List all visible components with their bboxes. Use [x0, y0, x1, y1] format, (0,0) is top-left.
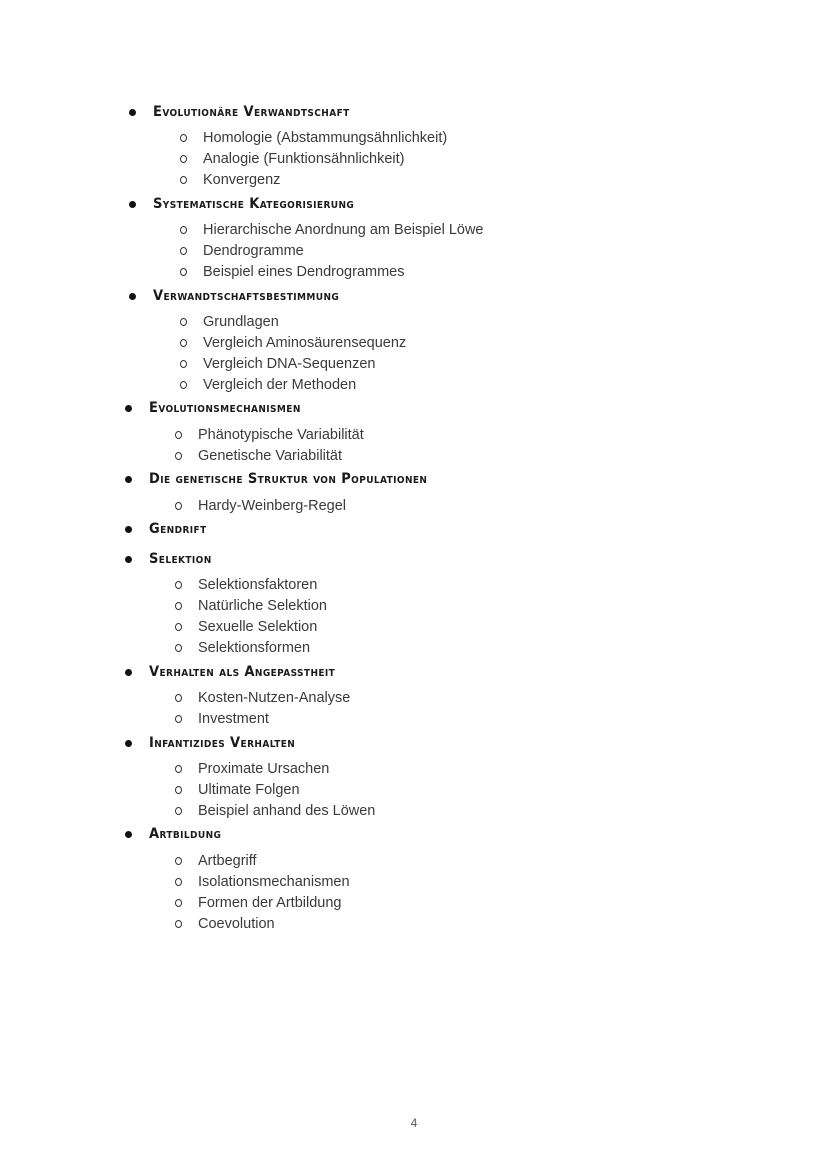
subsection-item: Selektionsformen [198, 640, 311, 656]
sub-bullet-marker [180, 339, 187, 347]
bullet-marker [125, 526, 132, 533]
section-heading: Die genetische Struktur von Populationen [149, 471, 428, 487]
subsection-item: Kosten-Nutzen-Analyse [198, 690, 351, 706]
subsection-item: Genetische Variabilität [198, 448, 343, 464]
sub-bullet-marker [175, 857, 182, 865]
bullet-marker [129, 109, 136, 116]
sub-bullet-marker [175, 765, 182, 773]
sub-bullet-marker [180, 247, 187, 255]
bullet-marker [125, 669, 132, 676]
bullet-marker [129, 293, 136, 300]
section-heading: Artbildung [149, 826, 222, 842]
subsection-item: Phänotypische Variabilität [198, 427, 364, 443]
sub-bullet-marker [180, 360, 187, 368]
subsection-item: Hierarchische Anordnung am Beispiel Löwe [203, 222, 484, 238]
bullet-marker [125, 831, 132, 838]
sub-bullet-marker [175, 715, 182, 723]
subsection-item: Selektionsfaktoren [198, 577, 318, 593]
sub-bullet-marker [175, 581, 182, 589]
bullet-marker [125, 476, 132, 483]
subsection-item: Analogie (Funktionsähnlichkeit) [203, 151, 405, 167]
subsection-item: Beispiel eines Dendrogrammes [203, 264, 405, 280]
subsection-item: Konvergenz [203, 172, 281, 188]
sub-bullet-marker [175, 694, 182, 702]
bullet-marker [129, 201, 136, 208]
section-heading: Selektion [149, 551, 212, 567]
sub-bullet-marker [175, 644, 182, 652]
sub-bullet-marker [175, 502, 182, 510]
bullet-marker [125, 556, 132, 563]
sub-bullet-marker [180, 318, 187, 326]
bullet-marker [125, 740, 132, 747]
section-heading: Evolutionäre Verwandtschaft [153, 104, 350, 120]
sub-bullet-marker [175, 623, 182, 631]
section-heading: Infantizides Verhalten [149, 735, 296, 751]
subsection-item: Natürliche Selektion [198, 598, 327, 614]
subsection-item: Coevolution [198, 916, 275, 932]
section-heading: Verhalten als Angepasstheit [149, 664, 336, 680]
subsection-item: Formen der Artbildung [198, 895, 342, 911]
sub-bullet-marker [175, 786, 182, 794]
subsection-item: Investment [198, 711, 269, 727]
subsection-item: Grundlagen [203, 314, 279, 330]
bullet-marker [125, 405, 132, 412]
sub-bullet-marker [175, 431, 182, 439]
subsection-item: Vergleich DNA-Sequenzen [203, 356, 376, 372]
subsection-item: Beispiel anhand des Löwen [198, 803, 376, 819]
sub-bullet-marker [175, 452, 182, 460]
section-heading: Systematische Kategorisierung [153, 196, 355, 212]
sub-bullet-marker [175, 920, 182, 928]
sub-bullet-marker [175, 602, 182, 610]
sub-bullet-marker [175, 899, 182, 907]
subsection-item: Dendrogramme [203, 243, 304, 259]
section-heading: Verwandtschaftsbestimmung [153, 288, 340, 304]
subsection-item: Sexuelle Selektion [198, 619, 318, 635]
subsection-item: Hardy-Weinberg-Regel [198, 498, 347, 514]
sub-bullet-marker [180, 226, 187, 234]
subsection-item: Vergleich der Methoden [203, 377, 357, 393]
page-number: 4 [410, 1116, 418, 1130]
subsection-item: Ultimate Folgen [198, 782, 300, 798]
sub-bullet-marker [175, 807, 182, 815]
section-heading: Gendrift [149, 521, 207, 537]
subsection-item: Proximate Ursachen [198, 761, 330, 777]
subsection-item: Homologie (Abstammungsähnlichkeit) [203, 130, 448, 146]
subsection-item: Artbegriff [198, 853, 257, 869]
subsection-item: Isolationsmechanismen [198, 874, 350, 890]
subsection-item: Vergleich Aminosäurensequenz [203, 335, 407, 351]
sub-bullet-marker [180, 176, 187, 184]
sub-bullet-marker [180, 155, 187, 163]
sub-bullet-marker [180, 381, 187, 389]
section-heading: Evolutionsmechanismen [149, 400, 301, 416]
sub-bullet-marker [180, 134, 187, 142]
sub-bullet-marker [175, 878, 182, 886]
sub-bullet-marker [180, 268, 187, 276]
